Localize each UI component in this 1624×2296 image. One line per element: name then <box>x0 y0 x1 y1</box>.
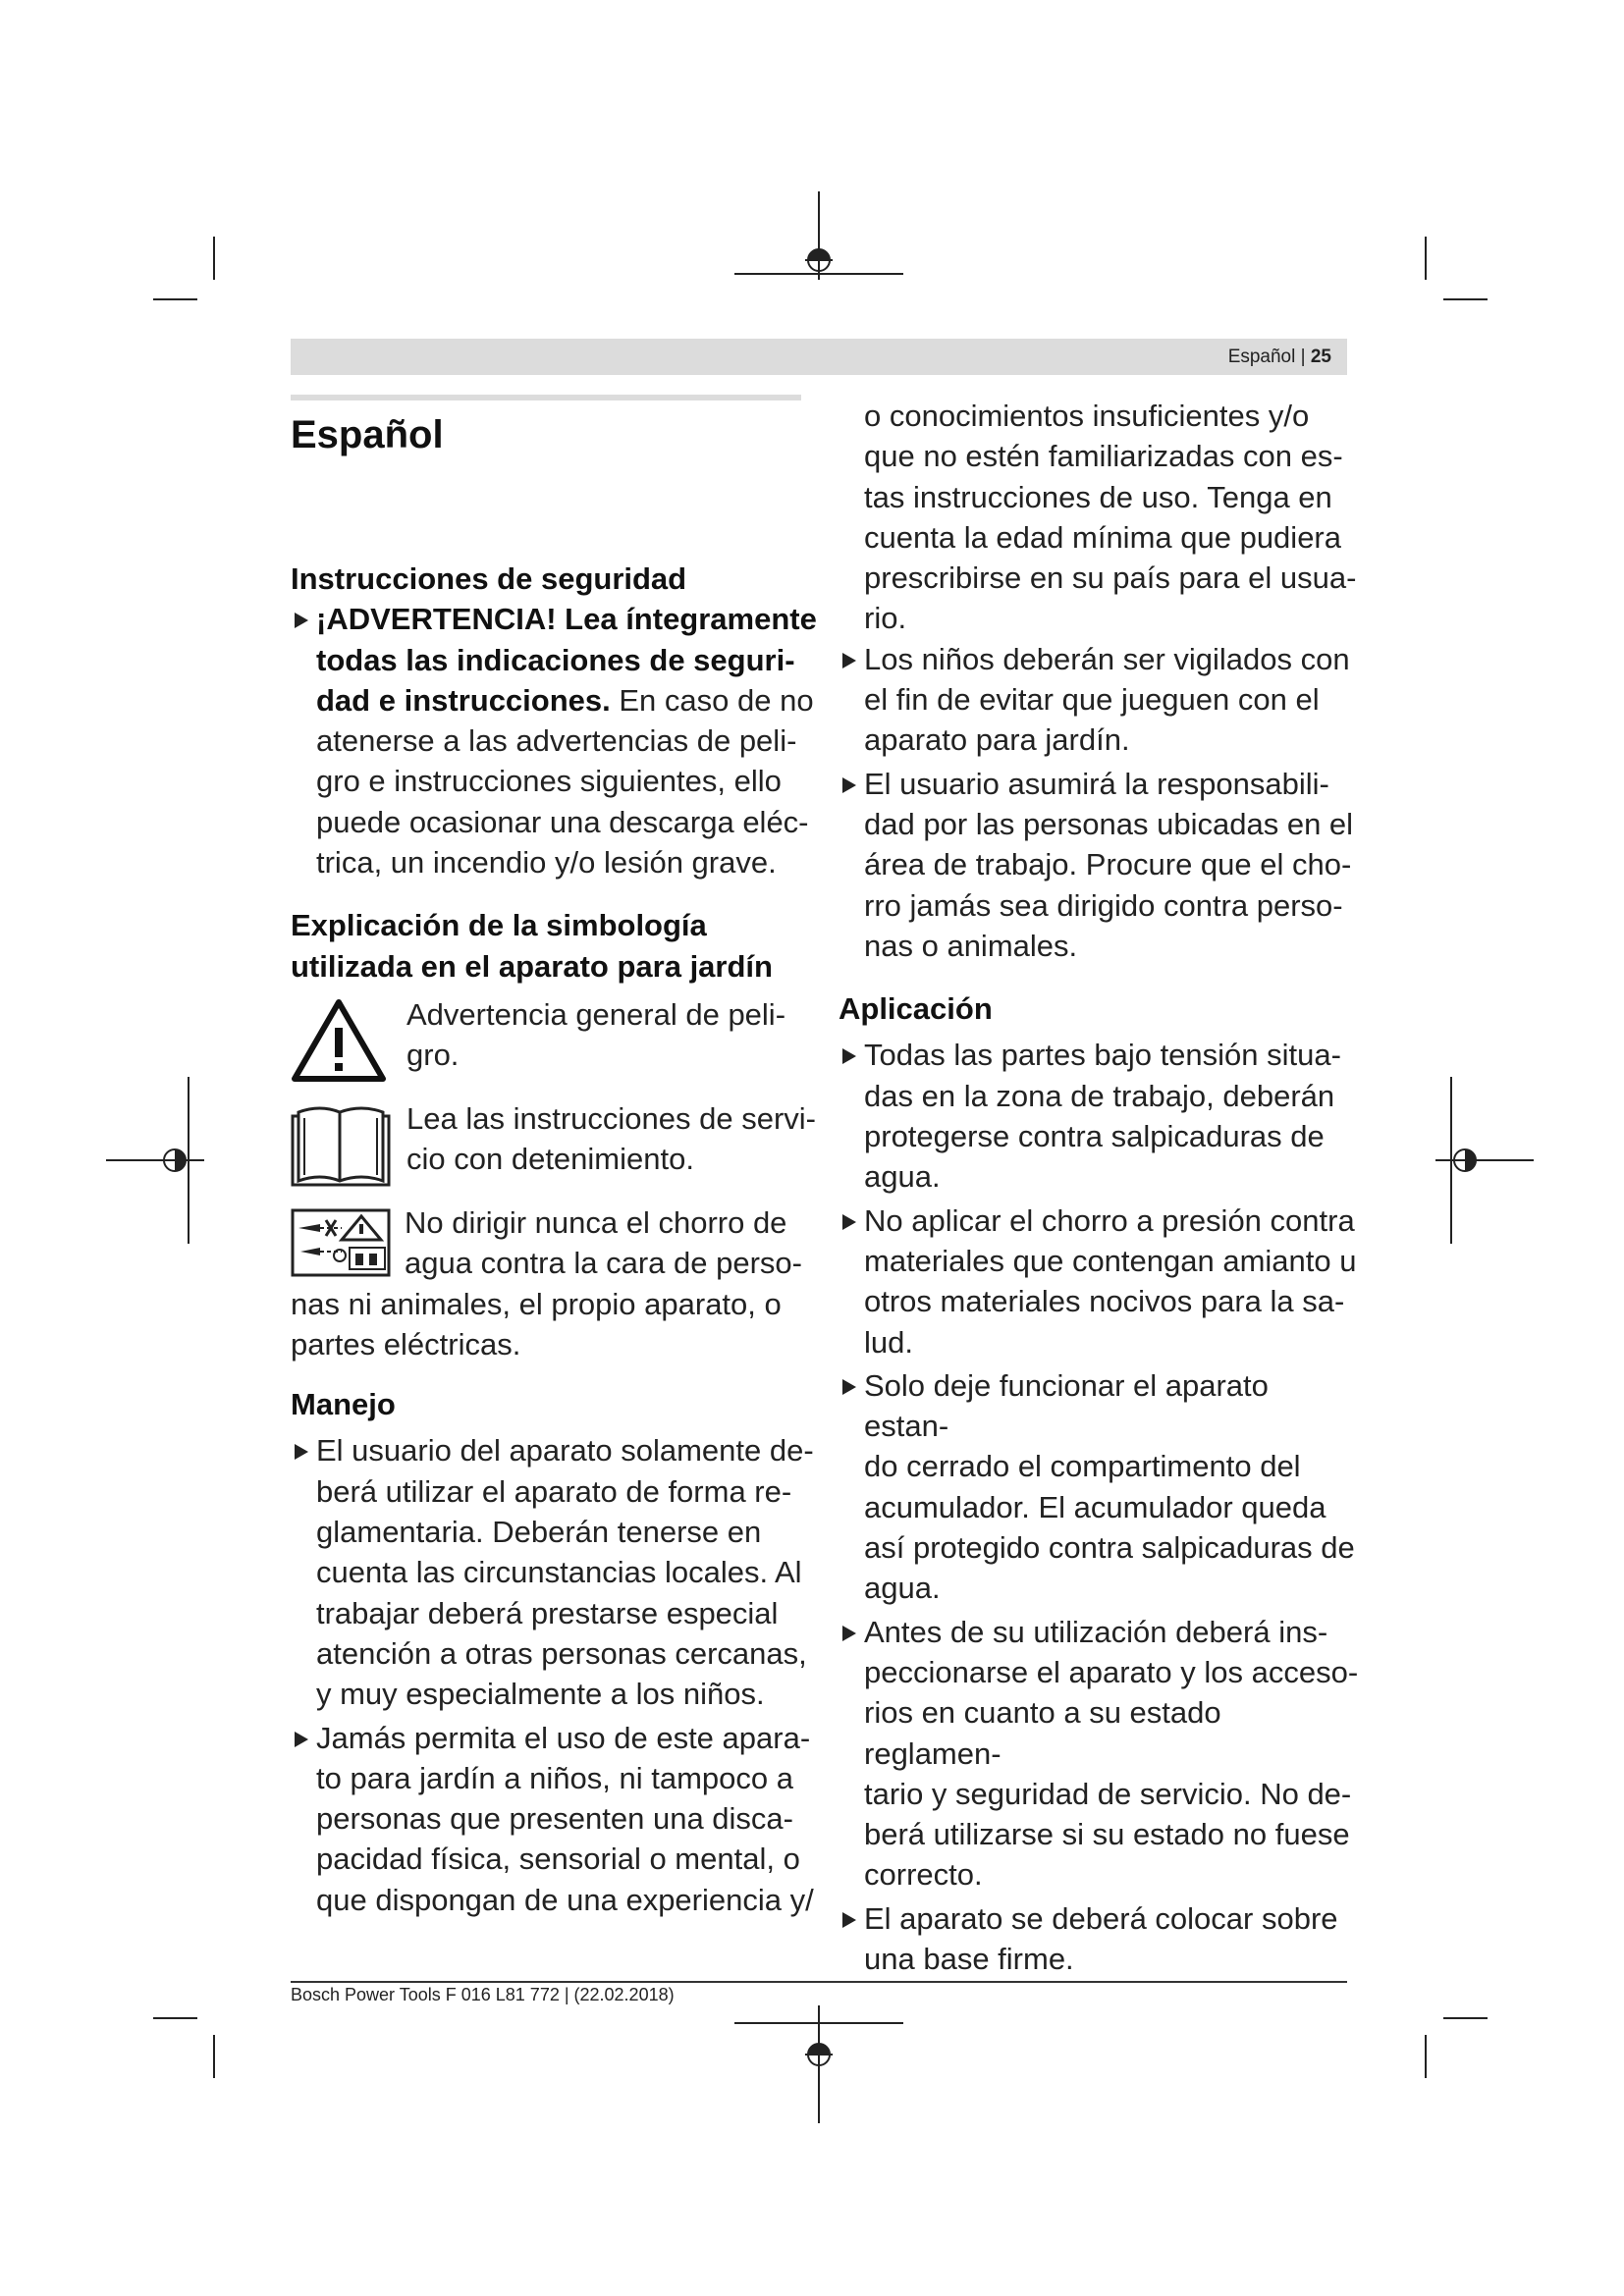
bullet-arrow-icon <box>842 1048 856 1064</box>
warning-triangle-icon <box>291 998 387 1083</box>
application-heading: Aplicación <box>839 991 993 1027</box>
list-item: Los niños deberán ser vigilados con el fin de evitar que jueguen con el aparato para jardín. <box>839 639 1359 761</box>
footer-rule <box>291 1981 1347 1983</box>
list-item: El aparato se deberá colocar sobre una base firme. <box>839 1898 1359 1980</box>
bullet-arrow-icon <box>842 1626 856 1641</box>
list-item: No aplicar el chorro a presión contra materiales que contengan amianto u otros materiales nocivos para la sa- lud. <box>839 1201 1359 1362</box>
running-head: Español | 25 <box>1227 347 1331 367</box>
bullet-arrow-icon <box>295 1732 308 1747</box>
safety-heading: Instrucciones de seguridad <box>291 561 687 596</box>
list-item: El usuario asumirá la responsabili- dad por las personas ubicadas en el área de trabajo. Procure que el cho- rro jamás sea dirigido contra perso- nas o animales. <box>839 764 1359 966</box>
list-item: ¡ADVERTENCIA! Lea íntegramente todas las indicaciones de seguri- dad e instrucciones. En caso de no atenerse a las advertencias de peli- gro e instrucciones siguientes, ello puede ocasionar una descarga eléc- trica, un incendio y/o lesión grave. <box>291 599 821 882</box>
bullet-arrow-icon <box>842 777 856 793</box>
symbol-no-water-jet: No dirigir nunca el chorro de agua contra la cara de perso- nas ni animales, el propio aparato, o partes eléctricas. <box>291 1204 802 1362</box>
right-column <box>839 396 1359 1982</box>
safety-list <box>291 599 821 882</box>
symbol-read-manual: Lea las instrucciones de servi- cio con detenimiento. <box>291 1098 821 1193</box>
header-language: Español <box>1227 347 1296 367</box>
left-column <box>291 410 821 1923</box>
handling-heading: Manejo <box>291 1387 396 1422</box>
page-footer: Bosch Power Tools F 016 L81 772 | (22.02.2018) <box>291 1985 675 2004</box>
registration-mark-right <box>1435 1077 1534 1244</box>
list-item: El usuario del aparato solamente de- berá utilizar el aparato de forma re- glamentaria. Deberán tenerse en cuenta las circunstancias locales. Al trabajar deberá prestarse especial atención a otras personas cercanas, y muy especialmente a los niños. <box>291 1430 821 1714</box>
page-title: Español <box>291 413 444 456</box>
page-number: 25 <box>1310 347 1331 367</box>
open-book-icon <box>291 1102 391 1189</box>
no-water-jet-icon <box>291 1208 391 1277</box>
title-rule <box>291 395 801 400</box>
registration-mark-top <box>734 191 903 280</box>
bullet-arrow-icon <box>295 1444 308 1460</box>
list-item: Antes de su utilización deberá ins- peccionarse el aparato y los acceso- rios en cuanto a su estado reglamen- tario y seguridad de servicio. No de- berá utilizarse si su estado no fuese correcto. <box>839 1612 1359 1896</box>
continued-paragraph: o conocimientos insuficientes y/o que no estén familiarizadas con es- tas instrucciones de uso. Tenga en cuenta la edad mínima que pudiera prescribirse en su país para el usua- rio. <box>864 399 1357 636</box>
list-item: Jamás permita el uso de este apara- to para jardín a niños, ni tampoco a personas que presenten una disca- pacidad física, sensorial o mental, o que dispongan de una experiencia y/ <box>291 1718 821 1920</box>
page-header <box>291 339 1347 375</box>
symbols-heading: Explicación de la simbología utilizada en el aparato para jardín <box>291 908 773 984</box>
bullet-arrow-icon <box>842 653 856 668</box>
registration-mark-bottom <box>734 2005 903 2123</box>
application-list <box>839 1035 1359 1979</box>
symbol-warning: Advertencia general de peli- gro. <box>291 994 821 1089</box>
list-item: Solo deje funcionar el aparato estan- do cerrado el compartimento del acumulador. El acumulador queda así protegido contra salpicaduras de agua. <box>839 1365 1359 1609</box>
list-item: Todas las partes bajo tensión situa- das en la zona de trabajo, deberán protegerse contra salpicaduras de agua. <box>839 1035 1359 1197</box>
bullet-arrow-icon <box>842 1379 856 1395</box>
registration-mark-left <box>106 1077 204 1244</box>
handling-list <box>291 1430 821 1920</box>
bullet-arrow-icon <box>842 1912 856 1928</box>
bullet-arrow-icon <box>295 613 308 628</box>
children-list <box>839 639 1359 966</box>
bullet-arrow-icon <box>842 1214 856 1230</box>
